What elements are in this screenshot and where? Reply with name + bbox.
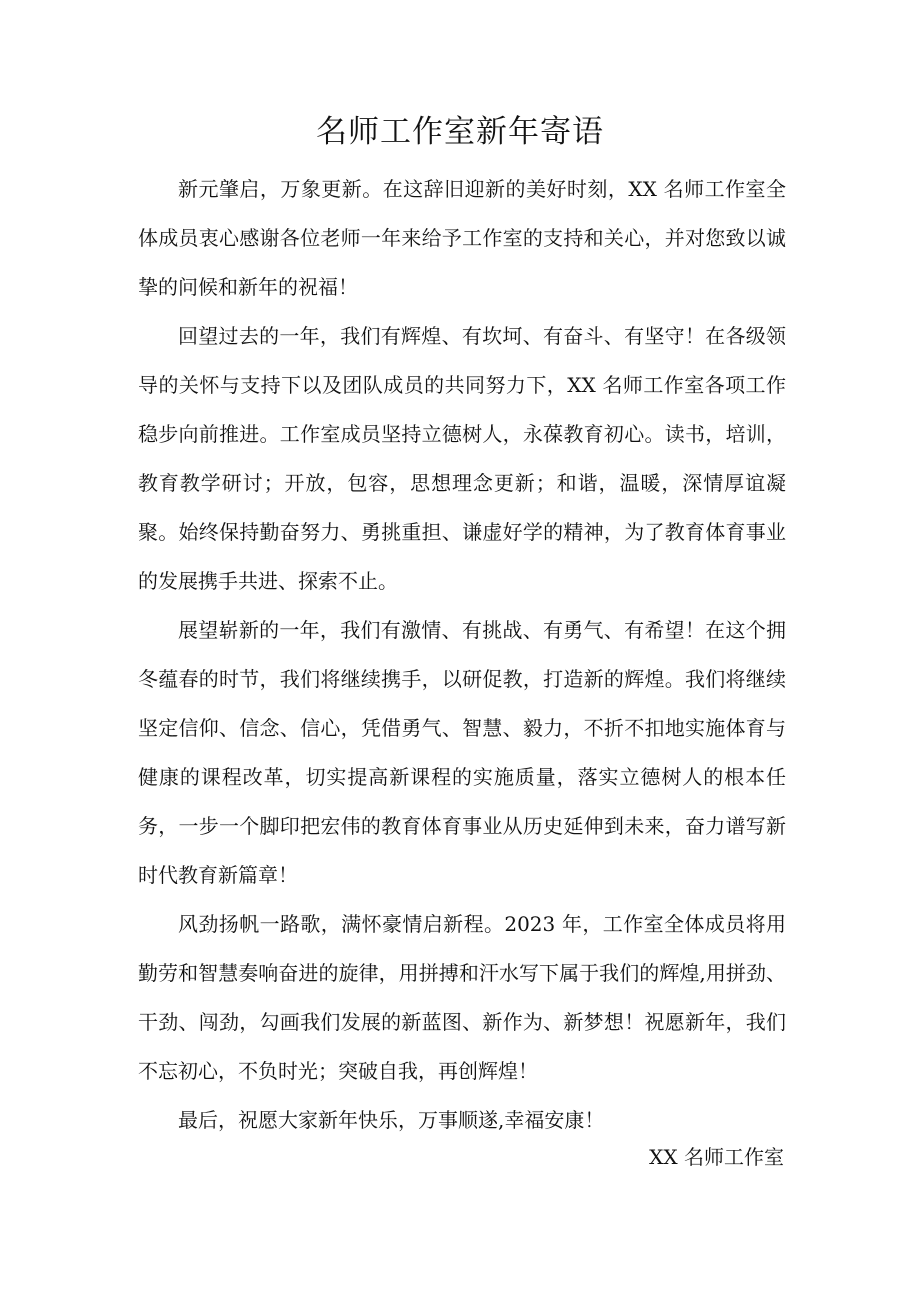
paragraph-outlook: 展望崭新的一年，我们有激情、有挑战、有勇气、有希望！在这个拥冬蕴春的时节，我们将继续携手，以研促教，打造新的辉煌。我们将继续坚定信仰、信念、信心，凭借勇气、智慧、毅力，不折不扣地实施体育与健康的课程改革，切实提高新课程的实施质量，落实立德树人的根本任务，一步一个脚印把宏伟的教育体育事业从历史延伸到未来，奋力谱写新时代教育新篇章！ [138, 618, 786, 887]
paragraph-review: 回望过去的一年，我们有辉煌、有坎坷、有奋斗、有坚守！在各级领导的关怀与支持下以及团队成员的共同努力下，XX 名师工作室各项工作稳步向前推进。工作室成员坚持立德树人，永葆教育初心。读书，培训，教育教学研讨；开放，包容，思想理念更新；和谐，温暖，深情厚谊凝聚。始终保持勤奋努力、勇挑重担、谦虚好学的精神，为了教育体育事业的发展携手共进、探索不止。 [138, 324, 786, 593]
paragraph-greeting: 新元肇启，万象更新。在这辞旧迎新的美好时刻，XX 名师工作室全体成员衷心感谢各位老师一年来给予工作室的支持和关心，并对您致以诚挚的问候和新年的祝福！ [138, 177, 786, 299]
document-body [138, 165, 786, 1145]
paragraph-wishes: 最后，祝愿大家新年快乐，万事顺遂,幸福安康！ [178, 1108, 605, 1132]
paragraph-resolve: 风劲扬帆一路歌，满怀豪情启新程。2023 年，工作室全体成员将用勤劳和智慧奏响奋进的旋律，用拼搏和汗水写下属于我们的辉煌,用拼劲、干劲、闯劲，勾画我们发展的新蓝图、新作为、新梦想！祝愿新年，我们不忘初心，不负时光；突破自我，再创辉煌！ [138, 912, 786, 1083]
document-signature: XX 名师工作室 [649, 1145, 784, 1169]
document-title: 名师工作室新年寄语 [316, 114, 604, 150]
